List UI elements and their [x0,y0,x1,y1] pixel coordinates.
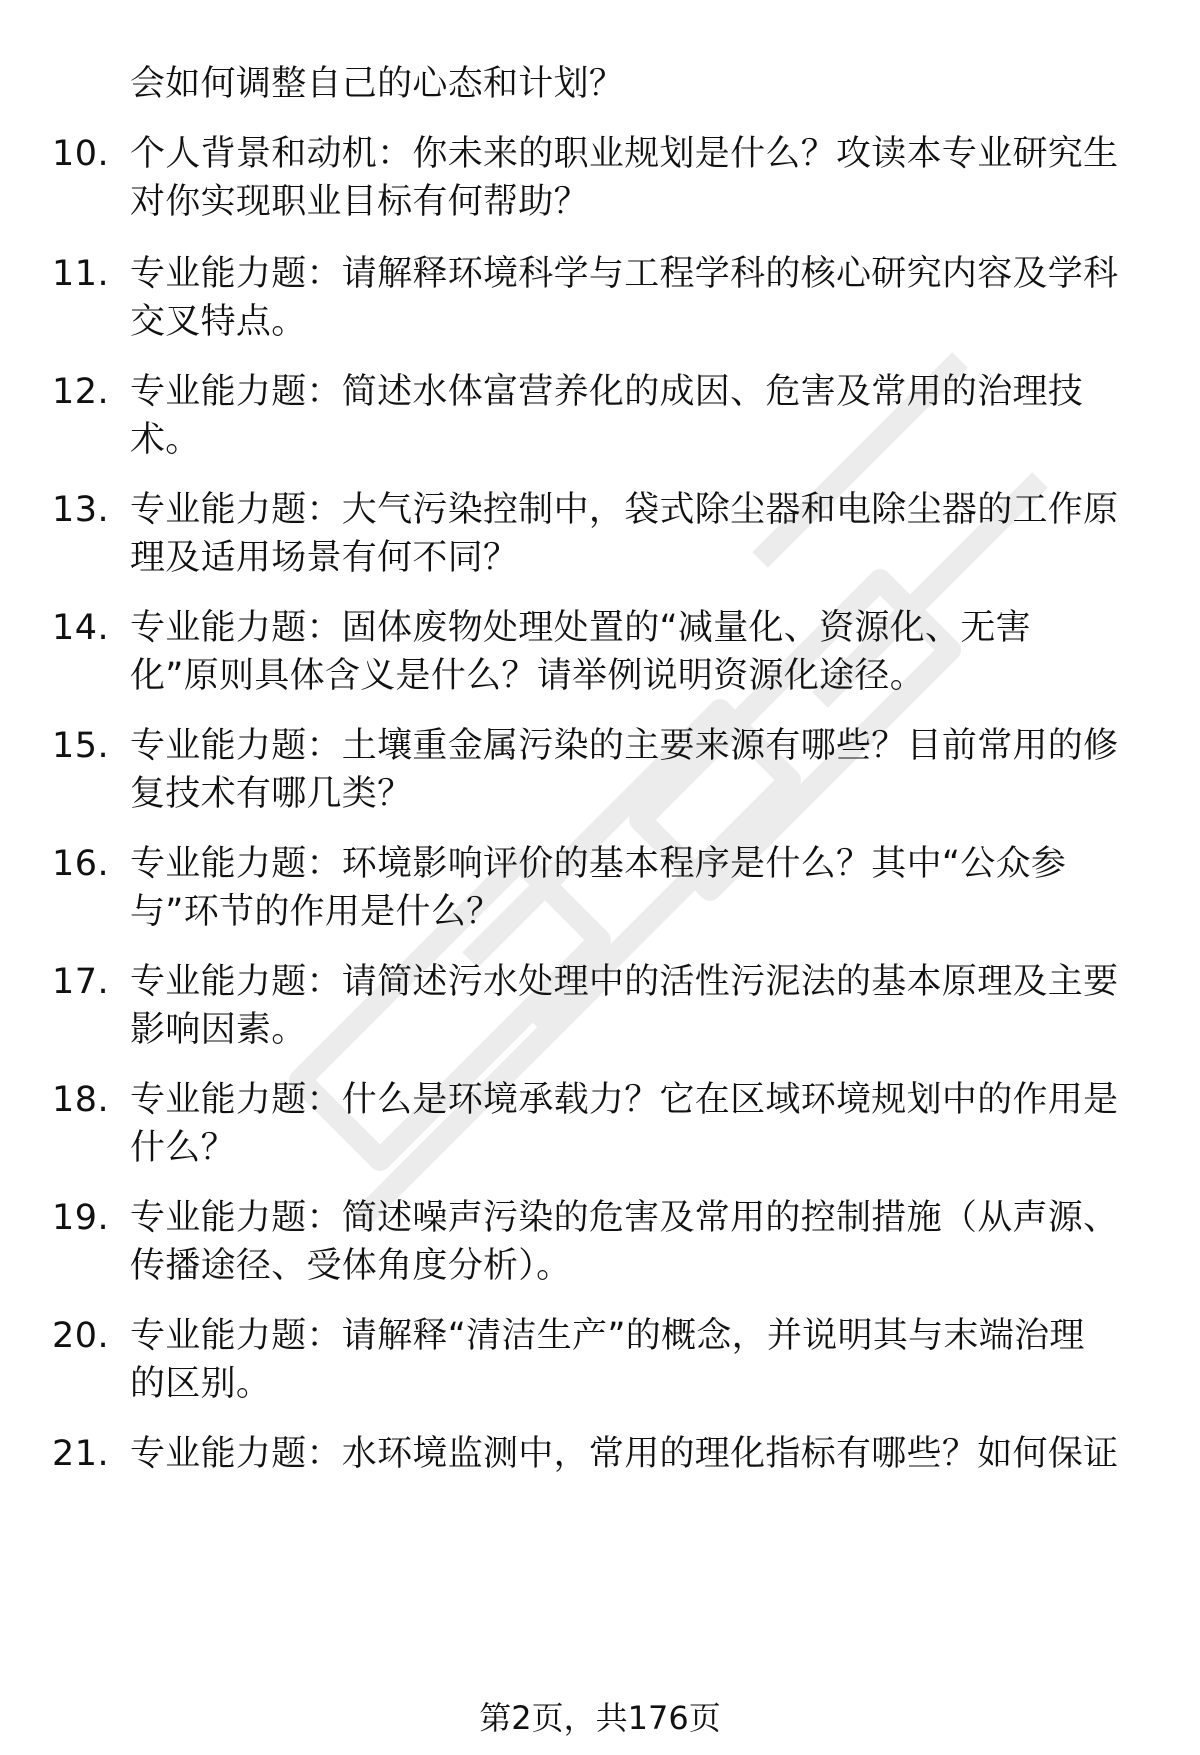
item-text [130,1430,1200,1478]
item-number: 19. [52,1198,110,1238]
item-number: 11. [52,254,110,294]
item-text [130,958,1200,1054]
continuation-line: 会如何调整自己的心态和计划？ [130,64,625,104]
item-number: 21. [52,1434,110,1474]
item-text [130,368,1200,464]
item-number: 12. [52,372,110,412]
item-line: 专业能力题：简述噪声污染的危害及常用的控制措施（从声源、 [130,1198,1119,1238]
item-line: 理及适用场景有何不同？ [130,538,519,578]
item-text [130,130,1200,226]
item-line: 专业能力题：什么是环境承载力？它在区域环境规划中的作用是 [130,1080,1119,1120]
item-line: 专业能力题：请解释环境科学与工程学科的核心研究内容及学科 [130,254,1119,294]
item-line: 复技术有哪几类？ [130,774,413,814]
item-text [130,1076,1200,1172]
page-footer: 第2页，共176页 [479,1699,721,1737]
item-line: 专业能力题：固体废物处理处置的“减量化、资源化、无害 [130,608,1031,648]
item-line: 专业能力题：环境影响评价的基本程序是什么？其中“公众参 [130,844,1067,884]
item-number: 16. [52,844,110,884]
item-text [130,486,1200,582]
item-line: 专业能力题：简述水体富营养化的成因、危害及常用的治理技 [130,372,1084,412]
item-line: 专业能力题：大气污染控制中，袋式除尘器和电除尘器的工作原 [130,490,1119,530]
item-number: 10. [52,134,110,174]
item-line: 与”环节的作用是什么？ [130,892,502,932]
item-text [130,840,1200,936]
item-number: 15. [52,726,110,766]
item-line: 影响因素。 [130,1010,307,1050]
item-number: 20. [52,1316,110,1356]
item-line: 专业能力题：土壤重金属污染的主要来源有哪些？目前常用的修 [130,726,1119,766]
item-number: 18. [52,1080,110,1120]
item-text [130,250,1200,346]
item-line: 的区别。 [130,1364,272,1404]
item-number: 14. [52,608,110,648]
item-number: 17. [52,962,110,1002]
item-line: 传播途径、受体角度分析）。 [130,1246,572,1286]
item-line: 个人背景和动机：你未来的职业规划是什么？攻读本专业研究生 [130,134,1119,174]
item-line: 化”原则具体含义是什么？请举例说明资源化途径。 [130,656,926,696]
item-text [130,722,1200,818]
item-text [130,1194,1200,1290]
item-line: 专业能力题：水环境监测中，常用的理化指标有哪些？如何保证 [130,1434,1119,1474]
item-text [130,1312,1200,1408]
item-line: 交叉特点。 [130,302,307,342]
item-line: 对你实现职业目标有何帮助？ [130,182,589,222]
item-text [130,604,1200,700]
item-line: 专业能力题：请简述污水处理中的活性污泥法的基本原理及主要 [130,962,1119,1002]
item-line: 术。 [130,420,201,460]
item-line: 什么？ [130,1128,236,1168]
item-number: 13. [52,490,110,530]
item-line: 专业能力题：请解释“清洁生产”的概念，并说明其与末端治理 [130,1316,1085,1356]
